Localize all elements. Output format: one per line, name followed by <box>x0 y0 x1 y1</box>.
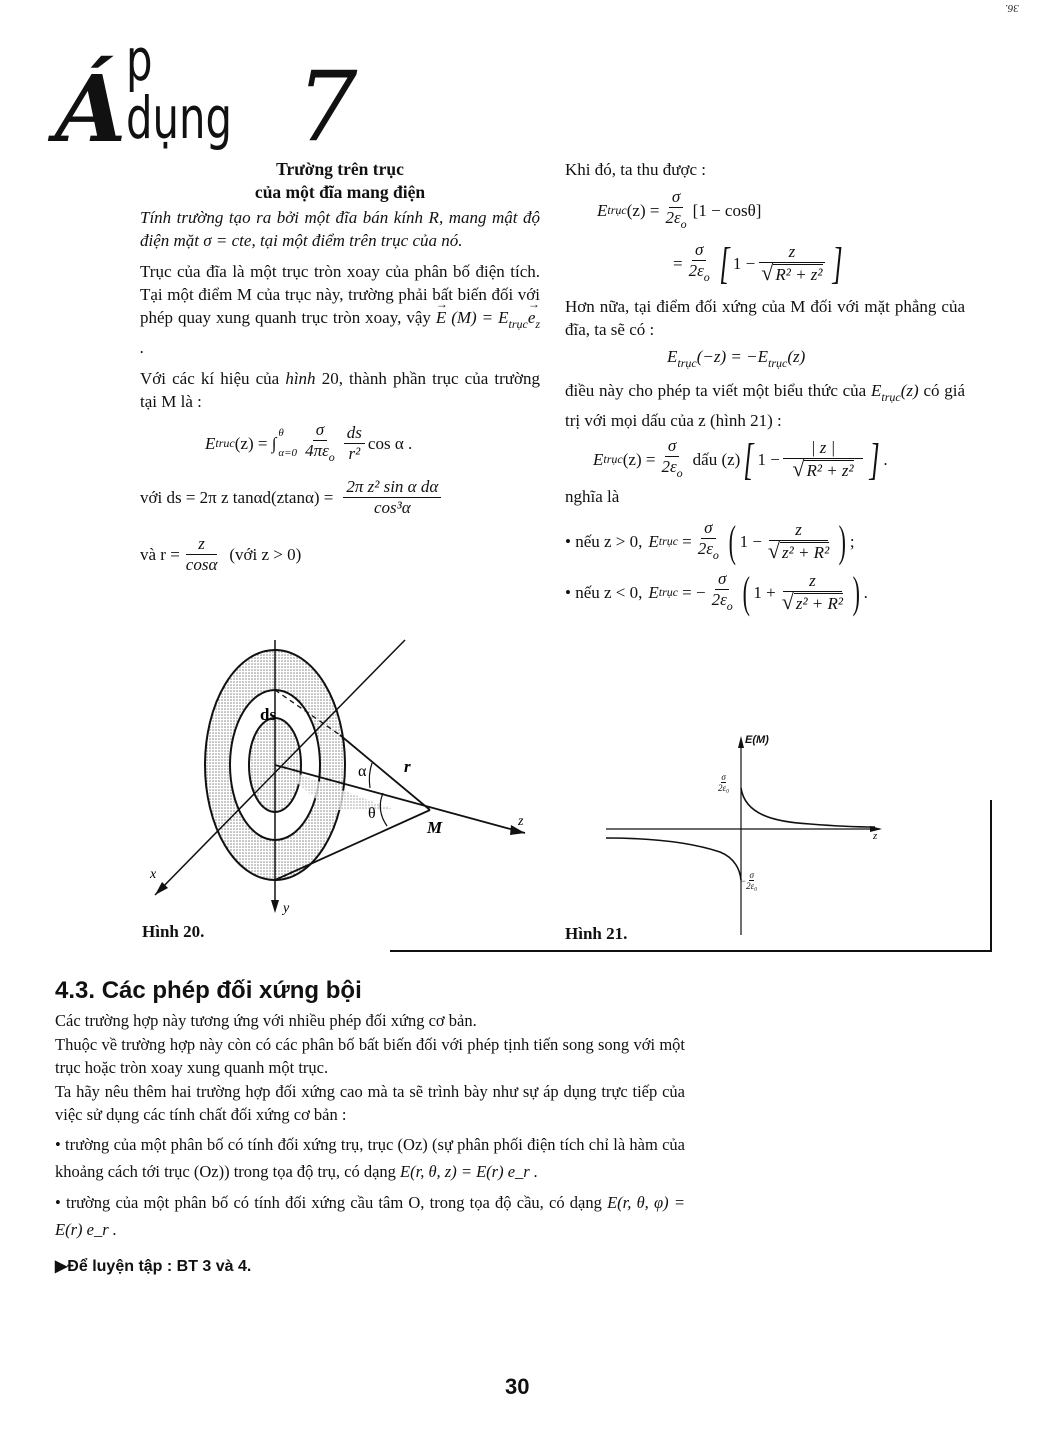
r-equation <box>140 534 540 575</box>
frac-num: σ <box>665 436 679 457</box>
section-bullet-2 <box>55 1189 685 1243</box>
frac-num: z <box>759 242 826 263</box>
page-title <box>55 26 358 163</box>
sign-lhs: E <box>593 450 604 469</box>
frac-num: 2π z² sin α dα <box>343 477 441 498</box>
sym-b-arg: (z) <box>787 347 806 366</box>
bullet-1-text: • trường của một phân bố có tính đối xứng trụ, trục (Oz) (sự phân phối điện tích chỉ là hàm của khoảng cách tới trục (Oz)) trong tọa độ trụ, có dạng <box>55 1134 685 1181</box>
frac-num: σ <box>715 569 729 590</box>
field-plot <box>570 730 1000 970</box>
intro-text: Khi đó, ta thu được : <box>565 160 706 179</box>
symmetry-paragraph: Hơn nữa, tại điểm đối xứng của M đối với mặt phẳng của đĩa, ta sẽ có : <box>565 297 965 339</box>
sign-function: dấu (z) <box>692 450 741 469</box>
figure-20 <box>140 630 540 941</box>
frac-den <box>662 208 689 234</box>
title-first-letter: Á <box>55 55 123 163</box>
case-neg-eq: = − <box>682 583 706 602</box>
lower-fraction <box>746 870 757 891</box>
sign-equation <box>593 436 965 483</box>
section-title: 4.3. Các phép đối xứng bội <box>55 977 362 1004</box>
frac-den <box>709 590 736 616</box>
frac-num: ds <box>344 423 365 444</box>
unit-vector-sub: z <box>535 317 541 331</box>
frac-den-main: 2ε <box>665 208 681 227</box>
eq1-lhs: E <box>597 201 608 220</box>
label-r: r <box>404 757 411 776</box>
fraction-sigma-4pi <box>302 420 338 467</box>
case-neg-one: 1 + <box>753 583 776 602</box>
eq2-lead: = <box>673 254 683 273</box>
lower-den: 2ε₀ <box>746 881 758 891</box>
integral-sign: (z) = ∫ <box>234 433 277 453</box>
case-pos-end: ; <box>849 532 855 551</box>
sqrt-content: R² + z² <box>806 461 854 480</box>
label-theta: θ <box>368 805 376 822</box>
eq1-lhs-sub: trục <box>607 203 627 217</box>
expr-text-b: có giá trị với mọi dấu của z (hình 21) : <box>565 381 966 430</box>
integral-equation <box>205 419 540 467</box>
eq-sub: trục <box>508 317 528 331</box>
title-middle: p dụng <box>126 26 233 152</box>
ds-fraction <box>343 477 441 518</box>
case-neg-cond: • nếu z < 0, <box>565 583 643 602</box>
sqrt-icon: √ <box>792 456 805 481</box>
sign-lhs-sub: trục <box>603 452 623 466</box>
frac-den-sub: o <box>726 599 733 613</box>
case-negative <box>565 569 965 616</box>
sign-inner-fraction <box>783 438 863 481</box>
case-pos-cond: • nếu z > 0, <box>565 532 643 551</box>
sym-a-sub: trục <box>677 356 697 370</box>
right-paren: ) <box>852 567 861 617</box>
notation-text-a: Với các kí hiệu của <box>140 369 280 388</box>
title-number: 7 <box>296 51 358 163</box>
meaning-text: nghĩa là <box>565 487 620 506</box>
figure-21 <box>565 730 1000 970</box>
corner-mark: 36. <box>1005 2 1019 14</box>
frac-den <box>758 260 825 285</box>
section-bullet-1 <box>55 1131 685 1185</box>
expression-paragraph <box>565 379 965 432</box>
symmetry-equation <box>667 345 965 375</box>
r-condition: (với z > 0) <box>229 545 302 564</box>
paragraph-notation <box>140 367 540 413</box>
sign-one: 1 − <box>757 450 780 469</box>
disk-diagram <box>140 630 540 925</box>
left-bracket: [ <box>719 238 730 288</box>
case-neg-end: . <box>863 583 868 602</box>
unit-vector-e: → e <box>528 306 536 329</box>
x-axis-label: z <box>873 830 878 842</box>
notation-text-italic: hình <box>285 369 316 388</box>
bullet-2-text: • trường của một phân bố có tính đối xứng cầu tâm O, trong tọa độ cầu, có dạng <box>55 1192 602 1212</box>
expr-text-a: điều này cho phép ta viết một biểu thức của <box>565 381 867 400</box>
frac-den <box>779 589 846 614</box>
sqrt-content: R² + z² <box>775 265 823 284</box>
r-fraction <box>183 534 221 575</box>
label-y: y <box>283 901 290 916</box>
frac-den <box>686 261 713 287</box>
case-pos-lhs: E <box>648 532 659 551</box>
right-paren: ) <box>838 516 847 566</box>
case-neg-inner <box>779 571 846 614</box>
case-pos-fraction <box>695 518 722 565</box>
section-4-3 <box>55 975 685 1278</box>
frame-bottom-rule <box>390 950 992 952</box>
problem-statement: Tính trường tạo ra bởi một đĩa bán kính R, mang mật độ điện mặt σ = cte, tại một điểm trên trục của nó. <box>140 208 540 250</box>
frac-den <box>695 539 722 565</box>
expr-inline-eq <box>871 381 919 404</box>
upper-den: 2ε₀ <box>718 783 730 793</box>
sqrt-icon: √ <box>781 589 794 614</box>
case-positive <box>565 518 965 565</box>
vector-e: → E <box>436 306 446 329</box>
eq2-inner-fraction <box>758 242 825 285</box>
case-pos-eq: = <box>682 532 692 551</box>
bullet-1-equation: E(r, θ, z) = E(r) e_r . <box>400 1161 538 1181</box>
left-paren: ( <box>728 516 736 566</box>
sqrt-icon: √ <box>761 260 774 285</box>
inline-e-arg: (z) <box>900 381 919 400</box>
frac-num: z <box>783 571 842 592</box>
frac-den: r² <box>348 443 361 463</box>
page-number: 30 <box>505 1374 530 1399</box>
y-axis-label: E(M) <box>745 734 769 746</box>
frac-num: σ <box>692 240 706 261</box>
paragraph-axis-text: Trục của đĩa là một trục tròn xoay của phân bố điện tích. Tại một điểm M của trục này, trường phải bất biến đối với phép quay xung quanh trục tròn xoay, vậy <box>140 262 540 327</box>
frac-den <box>658 457 685 483</box>
left-bracket: [ <box>743 434 755 484</box>
frac-num: σ <box>701 518 715 539</box>
sym-b-sub: trục <box>767 356 788 370</box>
equation-1 <box>597 187 965 234</box>
frac-den-main: 2ε <box>688 261 704 280</box>
case-pos-one: 1 − <box>739 532 762 551</box>
frac-den: cosα <box>185 555 218 574</box>
frac-den-sub: o <box>680 217 687 231</box>
integral-limits <box>278 426 297 460</box>
case-pos-inner <box>765 520 832 563</box>
example-heading-1: Trường trên trục <box>276 159 404 179</box>
label-ds: ds <box>260 705 277 724</box>
sym-a: E <box>667 347 678 366</box>
right-bracket: ] <box>869 434 880 484</box>
frac-den-main: 2ε <box>661 457 677 476</box>
frac-den-main: 4πε <box>305 440 329 460</box>
sign-fraction <box>658 436 685 483</box>
sqrt-content: z² + R² <box>795 594 844 613</box>
bullet-2-equation: E(r, θ, φ) = E(r) e_r . <box>55 1192 685 1239</box>
label-z: z <box>518 814 524 829</box>
integral-lower: α=0 <box>278 447 298 459</box>
notation-text-b: 20, thành phần trục của trường tại M là : <box>140 369 540 411</box>
upper-num: σ <box>721 772 726 782</box>
lower-sign: − <box>740 875 747 886</box>
section-paragraph-3: Ta hãy nêu thêm hai trường hợp đối xứng cao mà ta sẽ trình bày như sự áp dụng trực tiếp của việc sử dụng các tính chất đối xứng cơ bản : <box>55 1081 685 1124</box>
fraction-ds-r2 <box>344 423 365 464</box>
figure-21-caption: Hình 21. <box>565 924 628 943</box>
upper-limit-label <box>718 772 729 793</box>
right-column <box>565 158 965 616</box>
figure-20-caption: Hình 20. <box>142 922 205 941</box>
inline-e-sub: trục <box>881 390 901 404</box>
label-x: x <box>150 867 157 882</box>
integral-tail: cos α . <box>367 433 413 453</box>
lower-num: σ <box>749 870 754 880</box>
integral-upper: θ <box>278 427 284 439</box>
case-neg-lhs: E <box>648 583 659 602</box>
integral-lhs: E <box>205 433 216 453</box>
frac-num: | z | <box>783 438 863 459</box>
frac-den-sub: o <box>328 449 335 464</box>
right-bracket: ] <box>831 238 843 288</box>
left-column <box>140 158 540 575</box>
eq-arg: (M) = E <box>451 308 509 327</box>
section-paragraph-2: Thuộc về trường hợp này còn có các phân bố bất biến đối với phép tịnh tiến song song với một trục hoặc tròn xoay xung quanh một trục. <box>55 1034 685 1077</box>
frac-den-sub: o <box>676 466 683 480</box>
frac-num: z <box>769 520 828 541</box>
sign-end: . <box>883 450 888 469</box>
frac-den-main: 2ε <box>711 590 727 609</box>
frac-den-sub: o <box>712 548 719 562</box>
frac-num: σ <box>669 187 683 208</box>
ds-equation <box>140 477 540 518</box>
paragraph-axis <box>140 260 540 359</box>
practice-reference: ▶Để luyện tập : BT 3 và 4. <box>55 1257 252 1275</box>
sqrt-content: z² + R² <box>782 543 830 562</box>
equation-2 <box>673 240 965 287</box>
frac-den <box>302 441 338 467</box>
lower-limit-label <box>740 870 757 891</box>
sym-a-arg: (−z) = −E <box>696 347 768 366</box>
eq1-arg: (z) = <box>626 201 660 220</box>
integral-lhs-sub: truc <box>215 435 235 450</box>
eq2-fraction <box>686 240 713 287</box>
case-pos-sub: trục <box>658 534 679 548</box>
inline-e: E <box>871 381 882 400</box>
frac-den <box>789 456 856 481</box>
frame-right-rule <box>990 800 992 952</box>
label-M: M <box>427 818 443 837</box>
r-lhs: và r = <box>140 545 180 564</box>
eq2-one: 1 − <box>732 254 756 273</box>
frac-den: cos³α <box>373 498 411 517</box>
left-paren: ( <box>742 567 750 617</box>
example-heading-2: của một đĩa mang điện <box>254 182 426 202</box>
label-alpha: α <box>358 763 367 780</box>
frac-den <box>765 538 832 563</box>
eq-end: . <box>140 338 145 357</box>
frac-num: z <box>186 534 217 555</box>
sqrt-icon: √ <box>767 538 780 563</box>
frac-num: σ <box>313 420 327 441</box>
eq1-fraction <box>662 187 689 234</box>
frac-den-sub: o <box>703 270 710 284</box>
ds-lhs: với ds = 2π z tanαd(ztanα) = <box>140 488 334 507</box>
case-neg-sub: trục <box>658 585 679 599</box>
section-paragraph-1: Các trường hợp này tương ứng với nhiều phép đối xứng cơ bản. <box>55 1011 477 1030</box>
case-neg-fraction <box>709 569 736 616</box>
sign-arg: (z) = <box>622 450 656 469</box>
frac-den-main: 2ε <box>697 539 713 558</box>
eq1-tail: [1 − cosθ] <box>692 201 762 220</box>
